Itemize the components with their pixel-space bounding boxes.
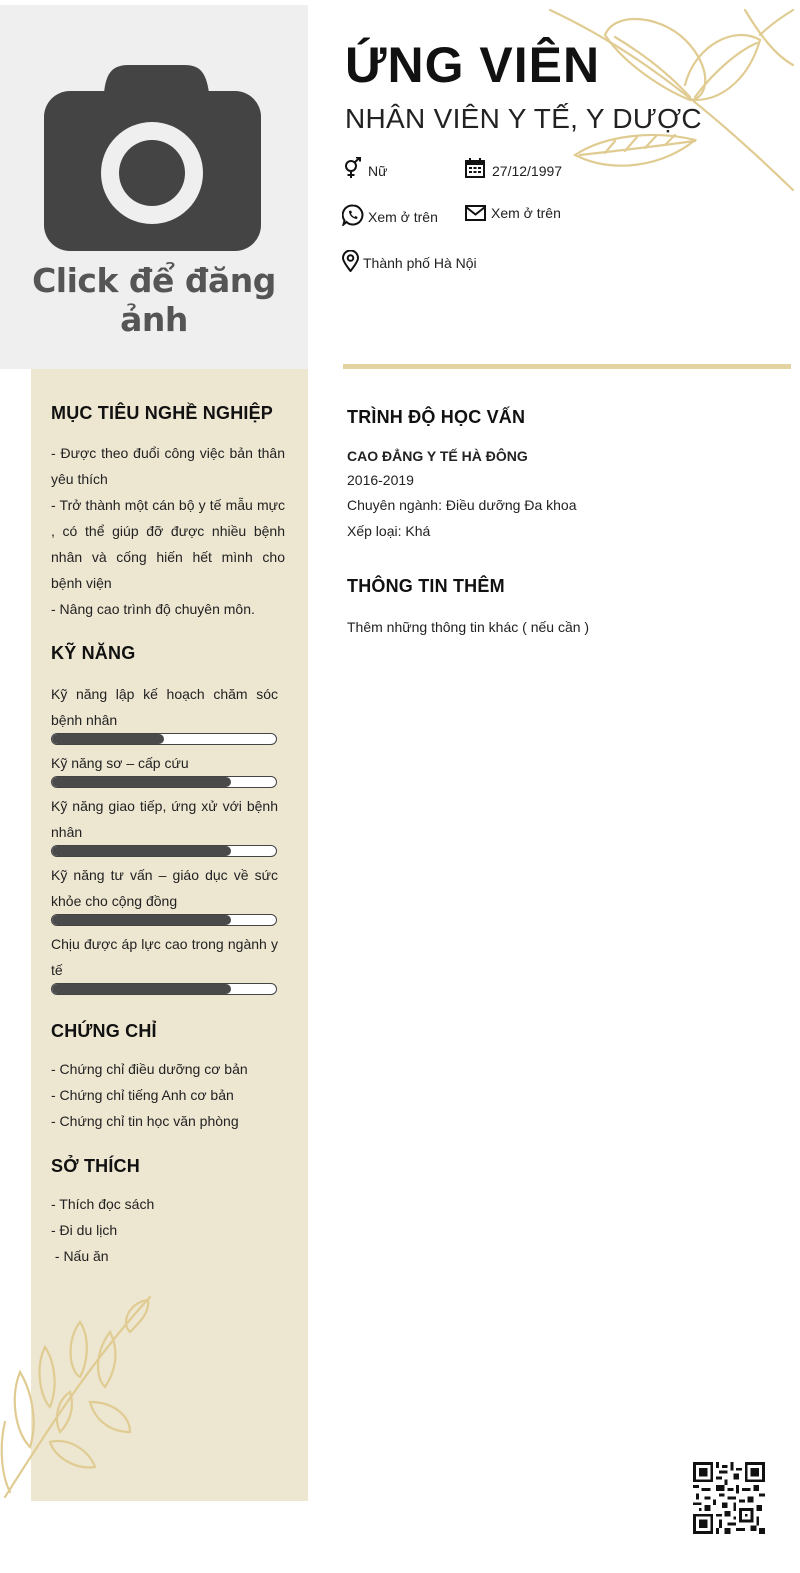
leaf-decoration-bottom [0,1292,160,1502]
leaf-decoration-top [545,5,795,195]
location-pin-icon [342,250,359,272]
skill-name: Chịu được áp lực cao trong ngành y tế [51,936,278,978]
hobby-item: - Thích đọc sách [51,1196,155,1212]
phone-value: Xem ở trên [368,209,438,225]
gender-value: Nữ [368,163,388,179]
address-value: Thành phố Hà Nội [363,255,477,271]
skill-level-bar [51,776,277,788]
education-grade: Xếp loại: Khá [347,523,431,539]
certificate-item: - Chứng chỉ tin học văn phòng [51,1113,239,1129]
sidebar-edge [308,1290,310,1501]
education-major: Chuyên ngành: Điều dưỡng Đa khoa [347,497,577,513]
email-value: Xem ở trên [491,205,561,221]
candidate-position: NHÂN VIÊN Y TẾ, Y DƯỢC [345,103,702,134]
skill-level-bar [51,733,277,745]
hobby-item: - Nấu ăn [51,1248,109,1264]
certificate-item: - Chứng chỉ tiếng Anh cơ bản [51,1087,234,1103]
skill-name: Kỹ năng tư vấn – giáo dục về sức khỏe cho cộng đồng [51,867,278,909]
skill-level-bar [51,845,277,857]
objective-line-2: - Trở thành một cán bộ y tế mẫu mực , có thể giúp đỡ được nhiều bệnh nhân và cống hiến hết mình cho bệnh viện [51,497,285,591]
header-divider [343,364,791,369]
certificates-title: CHỨNG CHỈ [51,1021,157,1041]
hobby-item: - Đi du lịch [51,1222,118,1238]
education-years: 2016-2019 [347,472,414,488]
skill-level-bar [51,983,277,995]
hobbies-title: SỞ THÍCH [51,1156,140,1176]
skill-name: Kỹ năng giao tiếp, ứng xử với bệnh nhân [51,798,278,840]
education-title: TRÌNH ĐỘ HỌC VẤN [347,407,526,427]
whatsapp-icon [342,204,364,226]
candidate-name: ỨNG VIÊN [345,37,601,93]
skill-name: Kỹ năng sơ – cấp cứu [51,755,189,771]
education-school: CAO ĐẲNG Y TẾ HÀ ĐÔNG [347,448,528,464]
photo-placeholder-text: Click để đăng ảnh [32,261,276,339]
objective-line-3: - Nâng cao trình độ chuyên môn. [51,601,255,617]
extra-info-title: THÔNG TIN THÊM [347,576,505,596]
birthdate-value: 27/12/1997 [492,163,563,179]
mail-icon [465,205,486,221]
certificate-item: - Chứng chỉ điều dưỡng cơ bản [51,1061,248,1077]
gender-icon [342,157,364,179]
skill-level-bar [51,914,277,926]
skill-name: Kỹ năng lập kế hoạch chăm sóc bệnh nhân [51,686,278,728]
objective-line-1: - Được theo đuổi công việc bản thân yêu thích [51,445,285,487]
calendar-icon [465,158,485,178]
extra-info-text: Thêm những thông tin khác ( nếu cần ) [347,619,590,635]
camera-icon [44,63,262,253]
qr-code [693,1462,765,1534]
skills-title: KỸ NĂNG [51,643,136,663]
photo-upload-area[interactable] [0,5,308,369]
objective-title: MỤC TIÊU NGHỀ NGHIỆP [51,403,274,423]
